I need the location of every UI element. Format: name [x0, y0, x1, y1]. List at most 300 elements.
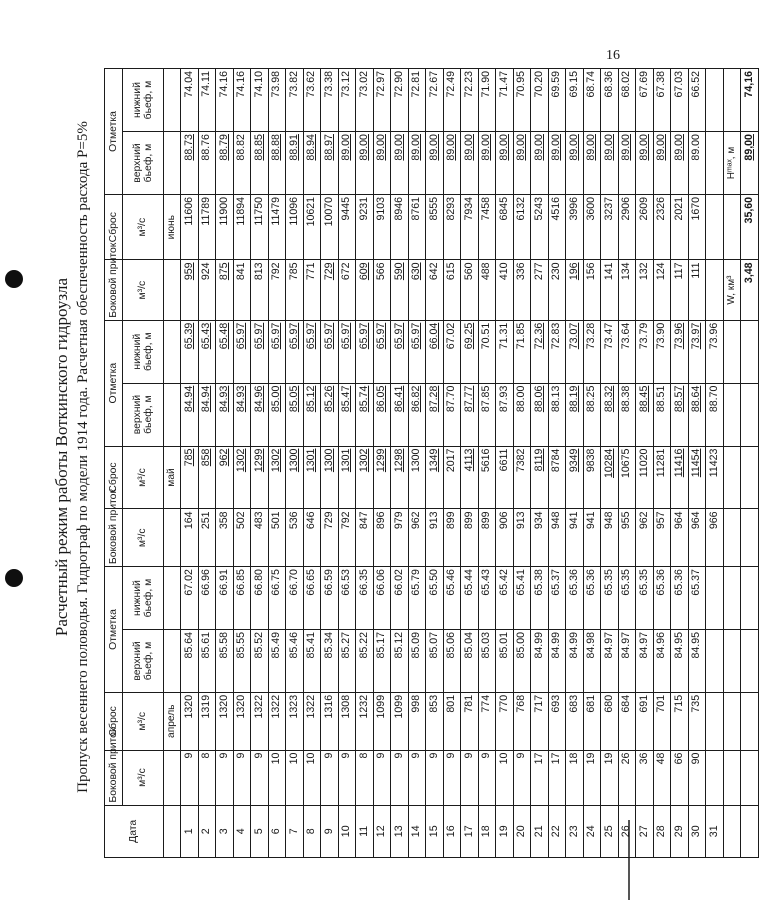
upper-pool-cell: 88.00 [513, 383, 531, 446]
lower-pool-cell: 65.35 [618, 567, 636, 630]
unit-header: м³/с [122, 446, 163, 509]
upper-pool-cell: 86.41 [391, 383, 409, 446]
discharge-cell [706, 194, 724, 260]
lower-pool-cell: 65.37 [548, 567, 566, 630]
lower-pool-cell: 65.97 [356, 320, 374, 383]
discharge-cell: 3237 [601, 194, 619, 260]
lower-pool-cell: 72.23 [461, 69, 479, 132]
upper-pool-cell: 84.99 [548, 630, 566, 693]
side-inflow-cell: 934 [531, 509, 549, 567]
date-cell: 4 [233, 805, 251, 857]
lower-pool-cell: 73.62 [303, 69, 321, 132]
upper-pool-cell: 85.41 [303, 630, 321, 693]
upper-pool-cell: 85.26 [321, 383, 339, 446]
lower-pool-cell: 73.90 [653, 320, 671, 383]
discharge-cell: 11416 [671, 446, 689, 509]
side-inflow-cell: 9 [478, 750, 496, 805]
date-cell: 10 [338, 805, 356, 857]
lower-pool-cell: 66.06 [373, 567, 391, 630]
col-date-header: Дата [105, 805, 164, 857]
upper-pool-header: верхний бьеф, м [122, 630, 163, 693]
table-row [636, 69, 654, 858]
side-inflow-cell: 609 [356, 260, 374, 320]
unit-header: м³/с [122, 194, 163, 260]
upper-pool-cell: 85.64 [181, 630, 199, 693]
table-row [198, 69, 216, 858]
date-cell: 24 [583, 805, 601, 857]
table-row [583, 69, 601, 858]
lower-pool-cell: 65.38 [531, 567, 549, 630]
discharge-cell: 6611 [496, 446, 514, 509]
totals-row [741, 69, 759, 858]
discharge-cell: 11479 [268, 194, 286, 260]
upper-pool-cell: 85.07 [426, 630, 444, 693]
table-row [601, 69, 619, 858]
discharge-cell: 681 [583, 692, 601, 750]
lower-pool-cell: 69.15 [566, 69, 584, 132]
discharge-cell: 8119 [531, 446, 549, 509]
side-inflow-cell: 488 [478, 260, 496, 320]
upper-pool-cell: 89.00 [548, 132, 566, 195]
table-row [496, 69, 514, 858]
upper-pool-cell: 89.00 [496, 132, 514, 195]
side-inflow-cell: 502 [233, 509, 251, 567]
discharge-cell: 8784 [548, 446, 566, 509]
volume-label: W, км³ [723, 260, 741, 320]
table-row [618, 69, 636, 858]
upper-pool-cell: 88.97 [321, 132, 339, 195]
lower-pool-cell: 66.96 [198, 567, 216, 630]
discharge-cell: 774 [478, 692, 496, 750]
document-title: Расчетный режим работы Воткинского гидроузла [52, 277, 71, 637]
discharge-cell: 5616 [478, 446, 496, 509]
upper-pool-cell: 84.96 [251, 383, 269, 446]
rotated-document [52, 40, 755, 874]
discharge-cell: 962 [216, 446, 234, 509]
table-row [303, 69, 321, 858]
upper-pool-cell: 89.00 [671, 132, 689, 195]
side-inflow-cell: 899 [478, 509, 496, 567]
footer-cell-empty [741, 567, 759, 630]
col-side-inflow-header: Боковой приток [105, 260, 123, 320]
upper-pool-cell: 84.93 [216, 383, 234, 446]
discharge-cell: 4113 [461, 446, 479, 509]
upper-pool-cell: 89.00 [356, 132, 374, 195]
lower-pool-cell: 70.51 [478, 320, 496, 383]
side-inflow-cell: 336 [513, 260, 531, 320]
discharge-cell: 781 [461, 692, 479, 750]
discharge-cell: 2021 [671, 194, 689, 260]
table-row [356, 69, 374, 858]
max-upper-level: 89,00 [741, 132, 759, 195]
side-inflow-cell: 17 [531, 750, 549, 805]
lower-pool-cell: 67.02 [181, 567, 199, 630]
discharge-cell: 1300 [408, 446, 426, 509]
lower-pool-header: нижний бьеф, м [122, 567, 163, 630]
discharge-cell: 11096 [286, 194, 304, 260]
side-inflow-cell: 9 [338, 750, 356, 805]
lower-pool-cell: 65.44 [461, 567, 479, 630]
upper-pool-cell: 86.05 [373, 383, 391, 446]
upper-pool-cell: 85.12 [391, 630, 409, 693]
discharge-cell: 11606 [181, 194, 199, 260]
upper-pool-cell: 85.49 [268, 630, 286, 693]
discharge-cell: 11894 [233, 194, 251, 260]
lower-pool-cell: 65.43 [478, 567, 496, 630]
upper-pool-cell: 89.00 [338, 132, 356, 195]
discharge-cell: 1323 [286, 692, 304, 750]
lower-pool-cell: 65.36 [566, 567, 584, 630]
side-inflow-cell: 9 [426, 750, 444, 805]
lower-pool-cell: 66.75 [268, 567, 286, 630]
discharge-cell: 3996 [566, 194, 584, 260]
discharge-cell: 715 [671, 692, 689, 750]
lower-pool-cell: 66.85 [233, 567, 251, 630]
lower-pool-cell: 65.79 [408, 567, 426, 630]
footer-cell-empty [723, 446, 741, 509]
side-inflow-cell: 941 [566, 509, 584, 567]
upper-pool-cell: 84.99 [566, 630, 584, 693]
footer-cell-empty [741, 630, 759, 693]
upper-pool-cell: 87.93 [496, 383, 514, 446]
lower-pool-cell: 65.97 [251, 320, 269, 383]
discharge-cell: 684 [618, 692, 636, 750]
lower-pool-cell: 66.35 [356, 567, 374, 630]
side-inflow-cell: 913 [426, 509, 444, 567]
discharge-cell: 1301 [338, 446, 356, 509]
upper-pool-cell: 89.00 [653, 132, 671, 195]
table-row [408, 69, 426, 858]
upper-pool-cell: 85.04 [461, 630, 479, 693]
side-inflow-cell: 410 [496, 260, 514, 320]
month-cell-empty [163, 383, 181, 446]
footer-cell-empty [723, 320, 741, 383]
upper-pool-cell: 85.22 [356, 630, 374, 693]
punch-hole [5, 270, 23, 288]
lower-pool-cell: 73.98 [268, 69, 286, 132]
upper-pool-cell: 84.95 [671, 630, 689, 693]
lower-pool-cell: 72.97 [373, 69, 391, 132]
side-inflow-cell: 955 [618, 509, 636, 567]
side-inflow-cell: 132 [636, 260, 654, 320]
side-inflow-cell [706, 750, 724, 805]
upper-pool-cell: 88.85 [251, 132, 269, 195]
max-lower-level: 74,16 [741, 69, 759, 132]
side-inflow-cell: 19 [601, 750, 619, 805]
upper-pool-cell: 85.01 [496, 630, 514, 693]
side-inflow-cell: 9 [443, 750, 461, 805]
table-row [216, 69, 234, 858]
lower-pool-cell: 73.02 [356, 69, 374, 132]
upper-pool-cell: 88.79 [216, 132, 234, 195]
month-cell-empty [163, 567, 181, 630]
lower-pool-cell: 66.91 [216, 567, 234, 630]
upper-pool-cell: 88.25 [583, 383, 601, 446]
table-row [233, 69, 251, 858]
side-inflow-cell: 36 [636, 750, 654, 805]
side-inflow-cell: 141 [601, 260, 619, 320]
lower-pool-cell: 65.48 [216, 320, 234, 383]
lower-pool-cell: 65.46 [443, 567, 461, 630]
discharge-cell: 693 [548, 692, 566, 750]
date-cell: 6 [268, 805, 286, 857]
discharge-cell: 1299 [373, 446, 391, 509]
upper-pool-cell: 89.00 [601, 132, 619, 195]
side-inflow-cell: 9 [181, 750, 199, 805]
upper-pool-cell: 84.93 [233, 383, 251, 446]
lower-pool-cell [706, 69, 724, 132]
lower-pool-cell: 73.96 [706, 320, 724, 383]
footer-cell-empty [741, 509, 759, 567]
lower-pool-cell: 74.11 [198, 69, 216, 132]
side-inflow-cell: 906 [496, 509, 514, 567]
side-inflow-cell: 630 [408, 260, 426, 320]
footer-cell-empty [723, 383, 741, 446]
footer-cell-empty [723, 805, 741, 857]
upper-pool-cell: 84.98 [583, 630, 601, 693]
lower-pool-cell: 67.02 [443, 320, 461, 383]
side-inflow-cell: 948 [601, 509, 619, 567]
table-row [566, 69, 584, 858]
discharge-cell: 1308 [338, 692, 356, 750]
side-inflow-cell: 560 [461, 260, 479, 320]
side-inflow-cell: 642 [426, 260, 444, 320]
upper-pool-cell: 89.00 [426, 132, 444, 195]
lower-pool-header: нижний бьеф, м [122, 320, 163, 383]
discharge-cell: 11900 [216, 194, 234, 260]
lower-pool-cell: 74.04 [181, 69, 199, 132]
table-row [461, 69, 479, 858]
discharge-cell: 1319 [198, 692, 216, 750]
discharge-cell: 1302 [356, 446, 374, 509]
discharge-cell: 1300 [321, 446, 339, 509]
col-marks-header: Отметка [105, 69, 123, 195]
footer-cell-empty [723, 750, 741, 805]
punch-hole [5, 569, 23, 587]
date-cell: 17 [461, 805, 479, 857]
upper-pool-cell: 84.94 [198, 383, 216, 446]
lower-pool-cell: 65.97 [391, 320, 409, 383]
upper-pool-cell: 85.06 [443, 630, 461, 693]
hmax-label: Hᵐᵃˣ, м [723, 132, 741, 195]
discharge-cell: 1349 [426, 446, 444, 509]
date-cell: 27 [636, 805, 654, 857]
upper-pool-cell: 85.00 [513, 630, 531, 693]
lower-pool-cell: 71.85 [513, 320, 531, 383]
lower-pool-cell: 68.02 [618, 69, 636, 132]
lower-pool-cell: 67.69 [636, 69, 654, 132]
table-row [671, 69, 689, 858]
side-inflow-cell: 10 [496, 750, 514, 805]
side-inflow-cell: 646 [303, 509, 321, 567]
side-inflow-cell: 9 [513, 750, 531, 805]
discharge-cell: 1322 [251, 692, 269, 750]
lower-pool-cell: 73.96 [671, 320, 689, 383]
col-discharge-header: Сброс [105, 194, 123, 260]
footer-cell-empty [741, 805, 759, 857]
upper-pool-cell: 89.00 [408, 132, 426, 195]
discharge-cell: 11020 [636, 446, 654, 509]
col-marks-header: Отметка [105, 320, 123, 446]
table-row [268, 69, 286, 858]
side-inflow-cell: 9 [408, 750, 426, 805]
date-cell: 2 [198, 805, 216, 857]
discharge-cell: 1322 [303, 692, 321, 750]
side-inflow-cell: 729 [321, 509, 339, 567]
upper-pool-cell: 85.46 [286, 630, 304, 693]
table-row [531, 69, 549, 858]
upper-pool-cell: 87.28 [426, 383, 444, 446]
side-inflow-cell: 813 [251, 260, 269, 320]
hydro-regime-table [104, 68, 759, 858]
lower-pool-cell: 69.59 [548, 69, 566, 132]
discharge-cell: 1298 [391, 446, 409, 509]
discharge-cell: 735 [688, 692, 706, 750]
side-inflow-cell: 19 [583, 750, 601, 805]
lower-pool-cell: 72.83 [548, 320, 566, 383]
upper-pool-cell: 88.13 [548, 383, 566, 446]
lower-pool-cell: 72.49 [443, 69, 461, 132]
lower-pool-cell: 70.95 [513, 69, 531, 132]
side-inflow-cell: 847 [356, 509, 374, 567]
lower-pool-cell: 65.50 [426, 567, 444, 630]
lower-pool-cell: 65.36 [653, 567, 671, 630]
upper-pool-cell: 88.64 [688, 383, 706, 446]
col-discharge-header: Сброс [105, 446, 123, 509]
discharge-cell: 7458 [478, 194, 496, 260]
lower-pool-cell: 66.02 [391, 567, 409, 630]
side-inflow-cell: 8 [198, 750, 216, 805]
lower-pool-cell: 69.25 [461, 320, 479, 383]
upper-pool-cell: 88.45 [636, 383, 654, 446]
discharge-cell: 1300 [286, 446, 304, 509]
upper-pool-cell: 85.52 [251, 630, 269, 693]
discharge-cell: 10675 [618, 446, 636, 509]
lower-pool-cell: 73.64 [618, 320, 636, 383]
side-inflow-cell: 8 [356, 750, 374, 805]
table-row [321, 69, 339, 858]
upper-pool-header: верхний бьеф, м [122, 132, 163, 195]
side-inflow-cell: 841 [233, 260, 251, 320]
footer-cell-empty [741, 692, 759, 750]
month-may: май [163, 446, 181, 509]
page-number: 16 [606, 48, 620, 63]
upper-pool-cell: 85.12 [303, 383, 321, 446]
month-cell-empty [163, 630, 181, 693]
discharge-cell: 8946 [391, 194, 409, 260]
upper-pool-cell: 85.17 [373, 630, 391, 693]
date-cell: 1 [181, 805, 199, 857]
lower-pool-cell: 66.70 [286, 567, 304, 630]
header-row-groups [105, 69, 123, 858]
discharge-cell: 11281 [653, 446, 671, 509]
discharge-cell: 4516 [548, 194, 566, 260]
lower-pool-cell: 65.37 [688, 567, 706, 630]
month-cell-empty [163, 320, 181, 383]
upper-pool-cell: 85.55 [233, 630, 251, 693]
table-row [443, 69, 461, 858]
upper-pool-cell: 84.97 [601, 630, 619, 693]
side-inflow-cell: 875 [216, 260, 234, 320]
upper-pool-cell: 89.00 [513, 132, 531, 195]
unit-header: м³/с [122, 260, 163, 320]
discharge-cell: 1322 [268, 692, 286, 750]
lower-pool-cell: 65.97 [303, 320, 321, 383]
side-inflow-cell: 124 [653, 260, 671, 320]
upper-pool-cell: 89.00 [461, 132, 479, 195]
discharge-cell: 858 [198, 446, 216, 509]
lower-pool-cell: 66.65 [303, 567, 321, 630]
discharge-cell: 11789 [198, 194, 216, 260]
discharge-cell: 1301 [303, 446, 321, 509]
upper-pool-cell: 85.74 [356, 383, 374, 446]
side-inflow-cell: 672 [338, 260, 356, 320]
volume-discharge: 35,60 [741, 194, 759, 260]
lower-pool-cell: 65.97 [338, 320, 356, 383]
discharge-cell: 1302 [268, 446, 286, 509]
upper-pool-cell: 85.27 [338, 630, 356, 693]
upper-pool-header: верхний бьеф, м [122, 383, 163, 446]
date-cell: 12 [373, 805, 391, 857]
upper-pool-cell: 85.61 [198, 630, 216, 693]
side-inflow-cell: 792 [338, 509, 356, 567]
discharge-cell: 1099 [391, 692, 409, 750]
volume-side-inflow: 3,48 [741, 260, 759, 320]
upper-pool-cell: 85.05 [286, 383, 304, 446]
lower-pool-cell: 67.03 [671, 69, 689, 132]
side-inflow-cell: 10 [286, 750, 304, 805]
upper-pool-cell: 88.70 [706, 383, 724, 446]
side-inflow-cell: 964 [688, 509, 706, 567]
discharge-cell: 1302 [233, 446, 251, 509]
upper-pool-cell: 89.00 [531, 132, 549, 195]
side-inflow-cell: 785 [286, 260, 304, 320]
lower-pool-cell: 66.52 [688, 69, 706, 132]
date-cell: 29 [671, 805, 689, 857]
side-inflow-cell: 18 [566, 750, 584, 805]
lower-pool-cell: 71.90 [478, 69, 496, 132]
table-row [653, 69, 671, 858]
date-cell: 3 [216, 805, 234, 857]
table-row [181, 69, 199, 858]
discharge-cell: 7934 [461, 194, 479, 260]
month-april: апрель [163, 692, 181, 750]
document-subtitle: Пропуск весеннего половодья. Гидрограф по модели 1914 года. Расчетная обеспеченность расхода Р=5% [75, 121, 91, 793]
discharge-cell: 680 [601, 692, 619, 750]
discharge-cell: 1320 [233, 692, 251, 750]
lower-pool-cell: 65.39 [181, 320, 199, 383]
upper-pool-cell: 88.91 [286, 132, 304, 195]
lower-pool-cell: 65.42 [496, 567, 514, 630]
discharge-cell: 998 [408, 692, 426, 750]
upper-pool-cell: 84.97 [636, 630, 654, 693]
side-inflow-cell: 9 [321, 750, 339, 805]
table-row [513, 69, 531, 858]
side-inflow-cell: 590 [391, 260, 409, 320]
upper-pool-cell: 89.00 [583, 132, 601, 195]
month-row [163, 69, 181, 858]
lower-pool-cell: 74.16 [216, 69, 234, 132]
lower-pool-cell: 65.97 [373, 320, 391, 383]
upper-pool-cell: 89.00 [478, 132, 496, 195]
upper-pool-cell: 88.88 [268, 132, 286, 195]
upper-pool-cell: 89.00 [618, 132, 636, 195]
lower-pool-cell: 71.31 [496, 320, 514, 383]
lower-pool-cell: 65.36 [583, 567, 601, 630]
discharge-cell [706, 692, 724, 750]
date-cell: 14 [408, 805, 426, 857]
upper-pool-cell: 88.38 [618, 383, 636, 446]
